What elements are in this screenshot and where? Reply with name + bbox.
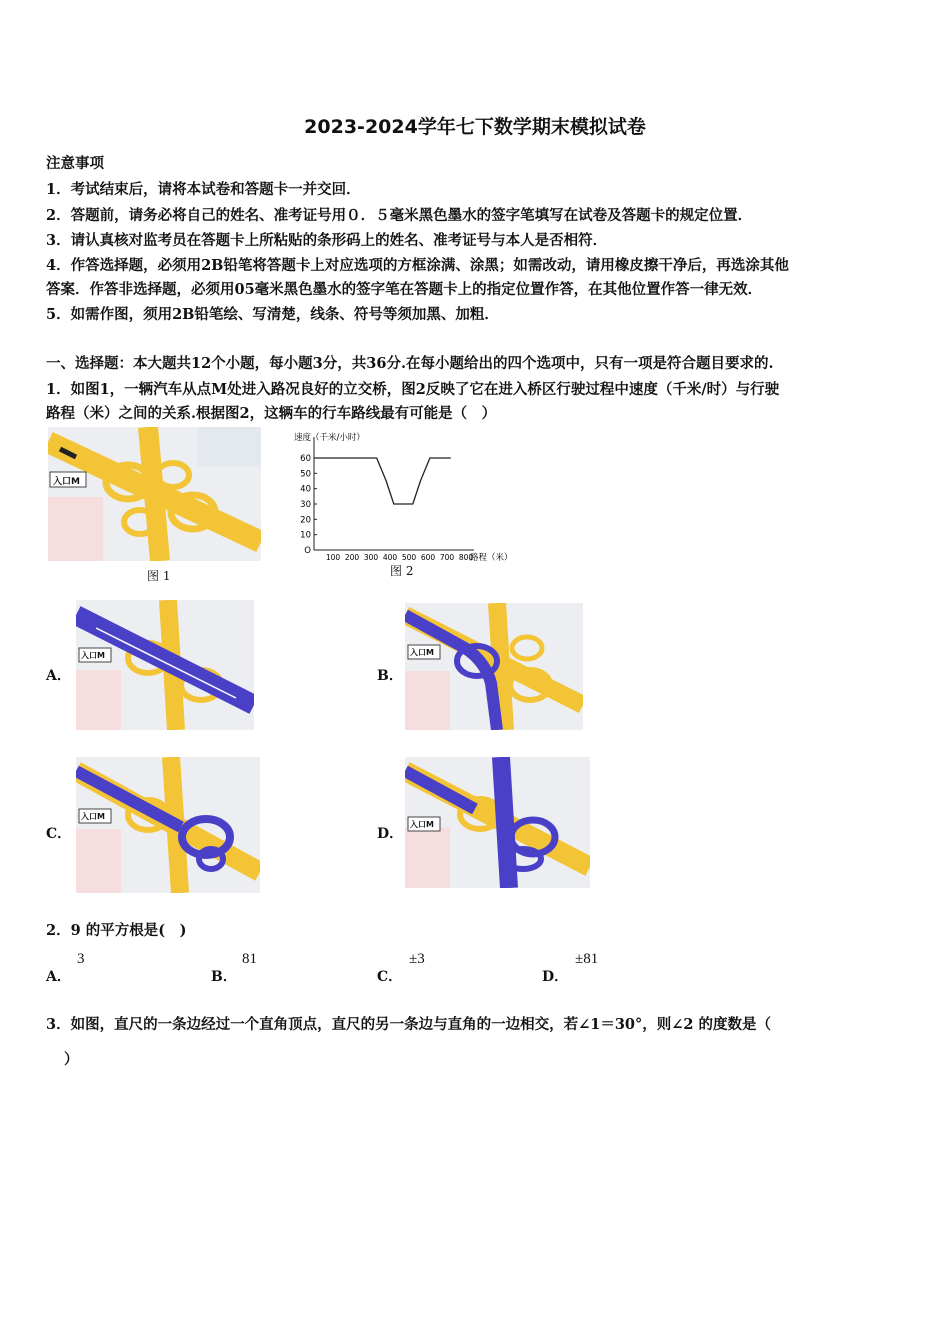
- x-tick-label: 600: [420, 553, 436, 562]
- q2-option-a-value: 3: [77, 951, 85, 967]
- entry-label: 入口M: [53, 477, 80, 487]
- q2-option-c-value: ±3: [409, 951, 425, 967]
- q1-option-c-label: C．: [46, 826, 72, 842]
- q1-option-b-label: B．: [377, 668, 403, 684]
- entry-label: 入口M: [81, 651, 105, 660]
- q3-stem-line2: ）: [64, 1051, 79, 1068]
- q2-option-d-value: ±81: [575, 951, 599, 967]
- notes-item-1: 1．考试结束后，请将本试卷和答题卡一并交回．: [46, 181, 361, 198]
- q2-stem: 2．9 的平方根是( ): [46, 922, 187, 939]
- y-tick-label: O: [304, 546, 311, 556]
- notes-item-3: 3．请认真核对监考员在答题卡上所粘贴的条形码上的姓名、准考证号与本人是否相符．: [46, 232, 608, 249]
- page-title: 2023-2024学年七下数学期末模拟试卷: [304, 116, 646, 138]
- notes-heading: 注意事项: [46, 155, 104, 172]
- q2-option-b-label: B．: [211, 969, 237, 985]
- x-tick-label: 700: [439, 553, 455, 562]
- q1-option-a-map[interactable]: [76, 600, 254, 730]
- q1-option-a-label: A．: [46, 668, 71, 684]
- q1-option-b-map[interactable]: [405, 603, 583, 730]
- y-tick-label: 10: [300, 530, 311, 541]
- notes-item-5: 5．如需作图，须用2B铅笔绘、写清楚，线条、符号等须加黑、加粗．: [46, 306, 499, 323]
- q1-option-d-label: D．: [377, 826, 404, 842]
- y-tick-label: 20: [300, 515, 311, 526]
- y-tick-label: 30: [300, 500, 311, 510]
- q2-option-d-label: D．: [542, 969, 569, 985]
- y-tick-label: 60: [300, 454, 311, 464]
- entry-label: 入口M: [410, 648, 434, 657]
- y-axis-label: 速度（千米/小时）: [294, 433, 365, 443]
- q1-option-c-map[interactable]: [76, 757, 260, 893]
- q1-stem-line1: 1．如图1，一辆汽车从点M处进入路况良好的立交桥，图2反映了它在进入桥区行驶过程中速度（千米/时）与行驶: [46, 381, 780, 398]
- entry-label: 入口M: [81, 812, 105, 821]
- notes-item-4: 4．作答选择题，必须用2B铅笔将答题卡上对应选项的方框涂满、涂黑；如需改动，请用橡皮擦干净后，再选涂其他: [46, 257, 789, 274]
- y-tick-label: 50: [300, 469, 311, 480]
- figure-2-chart: [292, 431, 522, 563]
- q2-option-a-label: A．: [46, 969, 71, 985]
- notes-item-4-cont: 答案．作答非选择题，必须用05毫米黑色墨水的签字笔在答题卡上的指定位置作答，在其他位置作答一律无效．: [46, 281, 763, 298]
- x-tick-label: 500: [401, 553, 417, 562]
- q1-option-d-map[interactable]: [405, 757, 590, 888]
- x-axis-label: 路程（米）: [470, 553, 513, 563]
- x-tick-label: 300: [363, 553, 379, 562]
- x-tick-label: 200: [344, 553, 360, 562]
- figure-1-caption: 图 1: [147, 569, 171, 583]
- figure-1-map: [48, 427, 261, 561]
- y-tick-label: 40: [300, 484, 311, 495]
- figure-2-caption: 图 2: [390, 564, 414, 578]
- section-heading: 一、选择题：本大题共12个小题，每小题3分，共36分.在每小题给出的四个选项中，只有一项是符合题目要求的.: [46, 355, 774, 372]
- speed-series-line: [314, 458, 451, 504]
- q2-option-c-label: C．: [377, 969, 403, 985]
- notes-item-2: 2．答题前，请务必将自己的姓名、准考证号用０．５毫米黑色墨水的签字笔填写在试卷及答题卡的规定位置．: [46, 207, 753, 224]
- q3-stem-line1: 3．如图，直尺的一条边经过一个直角顶点，直尺的另一条边与直角的一边相交，若∠1＝30°，则∠2 的度数是（: [46, 1016, 772, 1033]
- x-tick-label: 400: [382, 553, 398, 562]
- q1-stem-line2: 路程（米）之间的关系.根据图2，这辆车的行车路线最有可能是（ ）: [46, 405, 497, 422]
- q2-option-b-value: 81: [242, 951, 257, 967]
- x-tick-label: 800: [458, 553, 474, 562]
- entry-label: 入口M: [410, 820, 434, 829]
- x-tick-label: 100: [325, 553, 341, 562]
